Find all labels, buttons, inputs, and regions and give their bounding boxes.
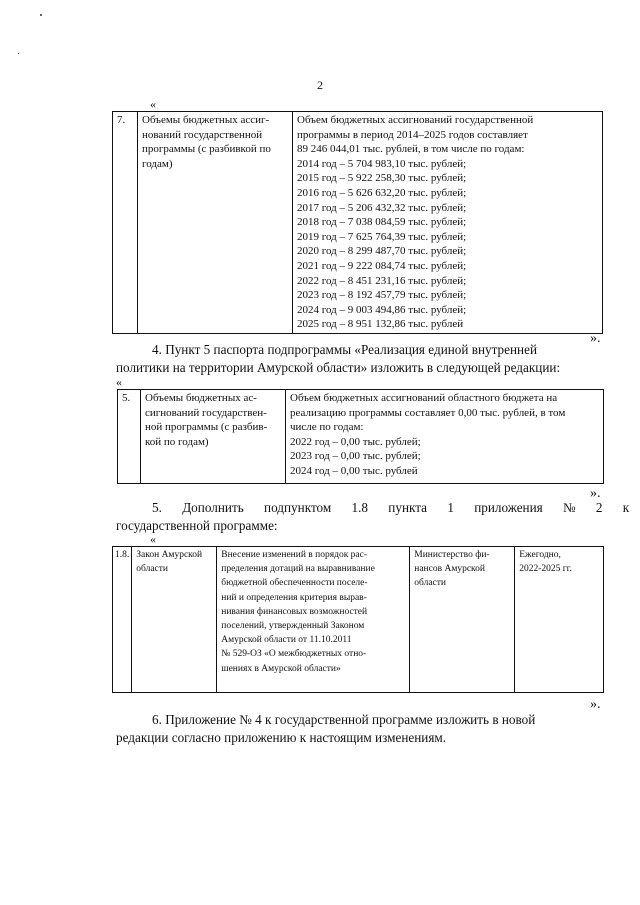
table-row — [113, 547, 604, 693]
paragraph-4: 4. Пункт 5 паспорта подпрограммы «Реализация единой внутренней политики на территории Амурской области» изложить в следующей редакции: — [116, 342, 561, 375]
table-subprogram-budget — [117, 389, 604, 484]
scan-speck — [40, 14, 42, 16]
cell-executor: Министерство фи- нансов Амурской области — [410, 547, 515, 693]
table-budget-program — [112, 111, 603, 334]
cell-law: Закон Амурской области — [132, 547, 217, 693]
paragraph-5: 5. Дополнить подпунктом 1.8 пункта 1 приложения № 2 к государственной программе: — [116, 500, 630, 533]
row-label: Объемы бюджетных ассиг- нований государственной программы (с разбивкой по годам) — [138, 112, 293, 334]
paragraph-6: 6. Приложение № 4 к государственной программе изложить в новой редакции согласно приложению к настоящим изменениям. — [116, 712, 536, 745]
row-content: Объем бюджетных ассигнований государственной программы в период 2014–2025 годов составляет 89 246 044,01 тыс. рублей, в том числе по годам: 2014 год – 5 704 983,10 тыс. рублей; 2015 год – 5 922 258,30 тыс. рублей; 2016 год – 5 626 632,20 тыс. рублей; 2017 год – 5 206 432,32 тыс. рублей; 2018 год – 7 038 084,59 тыс. рублей; 2019 год – 7 625 764,39 тыс. рублей; 2020 год – 8 299 487,70 тыс. рублей; 2021 год – 9 222 084,74 тыс. рублей; 2022 год – 8 451 231,16 тыс. рублей; 2023 год – 8 192 457,79 тыс. рублей; 2024 год – 9 003 494,86 тыс. рублей; 2025 год – 8 951 132,86 тыс. рублей — [293, 112, 603, 334]
close-quote: ». — [590, 331, 601, 346]
page-number: 2 — [317, 78, 323, 92]
close-quote: ». — [590, 697, 601, 712]
row-content: Объем бюджетных ассигнований областного бюджета на реализацию программы составляет 0,00 тыс. рублей, в том числе по годам: 2022 год – 0,00 тыс. рублей; 2023 год – 0,00 тыс. рублей; 2024 год – 0,00 тыс. рублей — [286, 390, 604, 484]
cell-description: Внесение изменений в порядок рас- пределения дотаций на выравнивание бюджетной обеспеченности поселе- ний и определения критерия вырав- нивания финансовых возможностей поселений, утвержденный Законом Амурской области от 11.10.2011 № 529-ОЗ «О межбюджетных отно- шениях в Амурской области» — [217, 547, 410, 693]
row-number: 5. — [118, 390, 141, 484]
table-row — [113, 112, 603, 334]
row-number: 7. — [113, 112, 138, 334]
scan-speck — [18, 53, 19, 54]
open-quote: « — [116, 375, 122, 389]
row-number: 1.8. — [113, 547, 132, 693]
cell-term: Ежегодно, 2022-2025 гг. — [515, 547, 604, 693]
row-label: Объемы бюджетных ас- сигнований государствен- ной программы (с разбив- кой по годам) — [141, 390, 286, 484]
open-quote: « — [150, 97, 156, 111]
close-quote: ». — [590, 486, 601, 501]
open-quote: « — [150, 532, 156, 546]
table-measures — [112, 546, 604, 693]
table-row — [118, 390, 604, 484]
